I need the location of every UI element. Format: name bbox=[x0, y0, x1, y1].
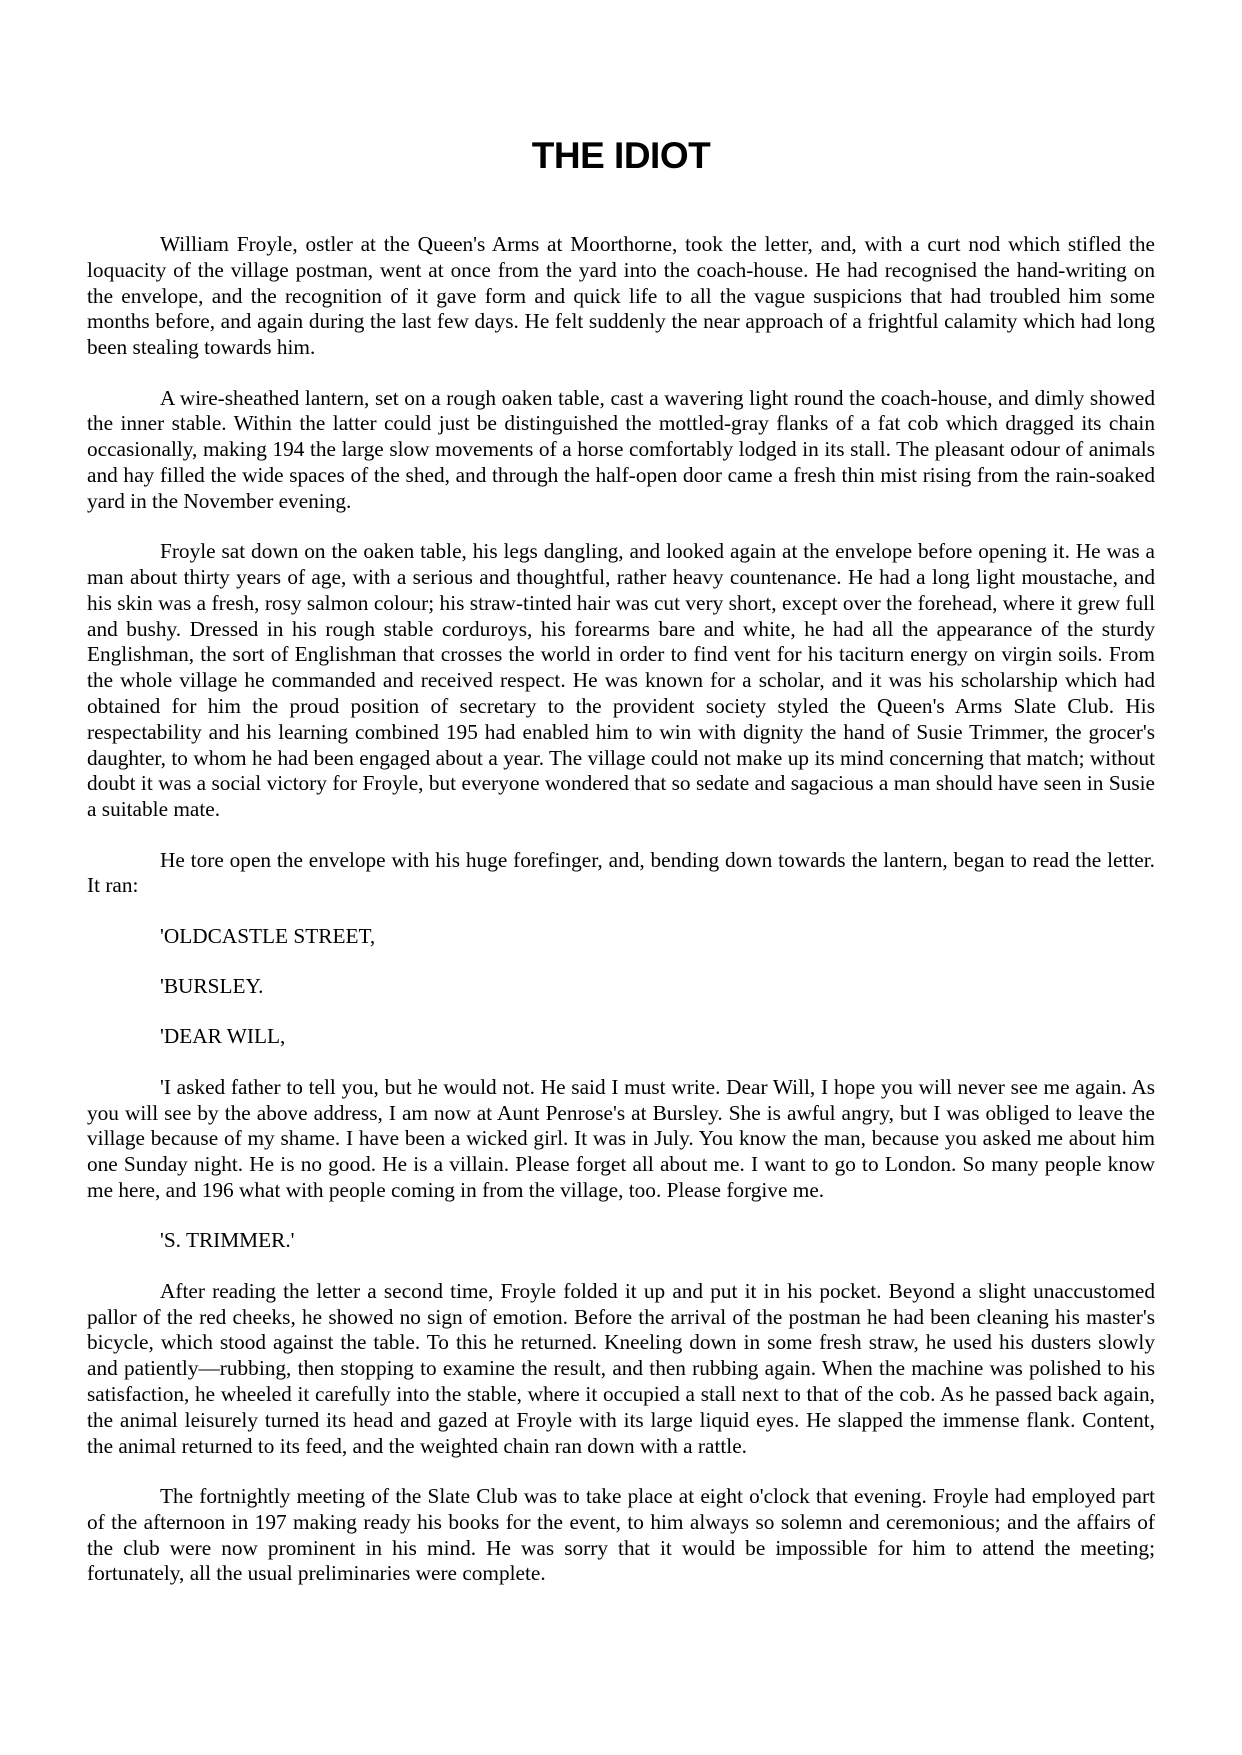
letter-body: 'I asked father to tell you, but he would not. He said I must write. Dear Will, I hope you will never see me again. As you will see by the above address, I am now at Aunt Penrose's at Bursley. She is awful angry, but I was obliged to leave the village because of my shame. I have been a wicked girl. It was in July. You know the man, because you asked me about him one Sunday night. He is no good. He is a villain. Please forget all about me. I want to go to London. So many people know me here, and 196 what with people coming in from the village, too. Please forgive me. bbox=[87, 1074, 1155, 1203]
story-text bbox=[87, 232, 1155, 1612]
paragraph: The fortnightly meeting of the Slate Club was to take place at eight o'clock that evening. Froyle had employed part of the afternoon in 197 making ready his books for the event, to him always so solemn and ceremonious; and the affairs of the club were now prominent in his mind. He was sorry that it would be impossible for him to attend the meeting; fortunately, all the usual preliminaries were complete. bbox=[87, 1484, 1155, 1586]
paragraph: After reading the letter a second time, Froyle folded it up and put it in his pocket. Beyond a slight unaccustomed pallor of the red cheeks, he showed no sign of emotion. Before the arrival of the postman he had been cleaning his master's bicycle, which stood against the table. To this he returned. Kneeling down in some fresh straw, he used his dusters slowly and patiently—rubbing, then stopping to examine the result, and then rubbing again. When the machine was polished to his satisfaction, he wheeled it carefully into the stable, where it occupied a stall next to that of the cob. As he passed back again, the animal leisurely turned its head and gazed at Froyle with its large liquid eyes. He slapped the immense flank. Content, the animal returned to its feed, and the weighted chain ran down with a rattle. bbox=[87, 1278, 1155, 1458]
letter-address-line: 'OLDCASTLE STREET, bbox=[160, 923, 376, 948]
paragraph: Froyle sat down on the oaken table, his legs dangling, and looked again at the envelope before opening it. He was a man about thirty years of age, with a serious and thoughtful, rather heavy countenance. He had a long light moustache, and his skin was a fresh, rosy salmon colour; his straw-tinted hair was cut very short, except over the forehead, where it grew full and bushy. Dressed in his rough stable corduroys, his forearms bare and white, he had all the appearance of the sturdy Englishman, the sort of Englishman that crosses the world in order to find vent for his taciturn energy on virgin soils. From the whole village he commanded and received respect. He was known for a scholar, and it was his scholarship which had obtained for him the proud position of secretary to the provident society styled the Queen's Arms Slate Club. His respectability and his learning combined 195 had enabled him to win with dignity the hand of Susie Trimmer, the grocer's daughter, to whom he had been engaged about a year. The village could not make up its mind concerning that match; without doubt it was a social victory for Froyle, but everyone wondered that so sedate and sagacious a man should have seen in Susie a suitable mate. bbox=[87, 539, 1155, 822]
letter-signature: 'S. TRIMMER.' bbox=[160, 1228, 295, 1253]
page-title: THE IDIOT bbox=[531, 135, 711, 176]
letter-address-line: 'BURSLEY. bbox=[160, 974, 264, 999]
paragraph: He tore open the envelope with his huge forefinger, and, bending down towards the lantern, began to read the letter. It ran: bbox=[87, 847, 1155, 898]
paragraph: William Froyle, ostler at the Queen's Arms at Moorthorne, took the letter, and, with a curt nod which stifled the loquacity of the village postman, went at once from the yard into the coach-house. He had recognised the hand-writing on the envelope, and the recognition of it gave form and quick life to all the vague suspicions that had troubled him some months before, and again during the last few days. He felt suddenly the near approach of a frightful calamity which had long been stealing towards him. bbox=[87, 232, 1155, 360]
paragraph: A wire-sheathed lantern, set on a rough oaken table, cast a wavering light round the coach-house, and dimly showed the inner stable. Within the latter could just be distinguished the mottled-gray flanks of a fat cob which dragged its chain occasionally, making 194 the large slow movements of a horse comfortably lodged in its stall. The pleasant odour of animals and hay filled the wide spaces of the shed, and through the half-open door came a fresh thin mist rising from the rain-soaked yard in the November evening. bbox=[87, 385, 1155, 513]
letter-salutation: 'DEAR WILL, bbox=[160, 1024, 286, 1049]
